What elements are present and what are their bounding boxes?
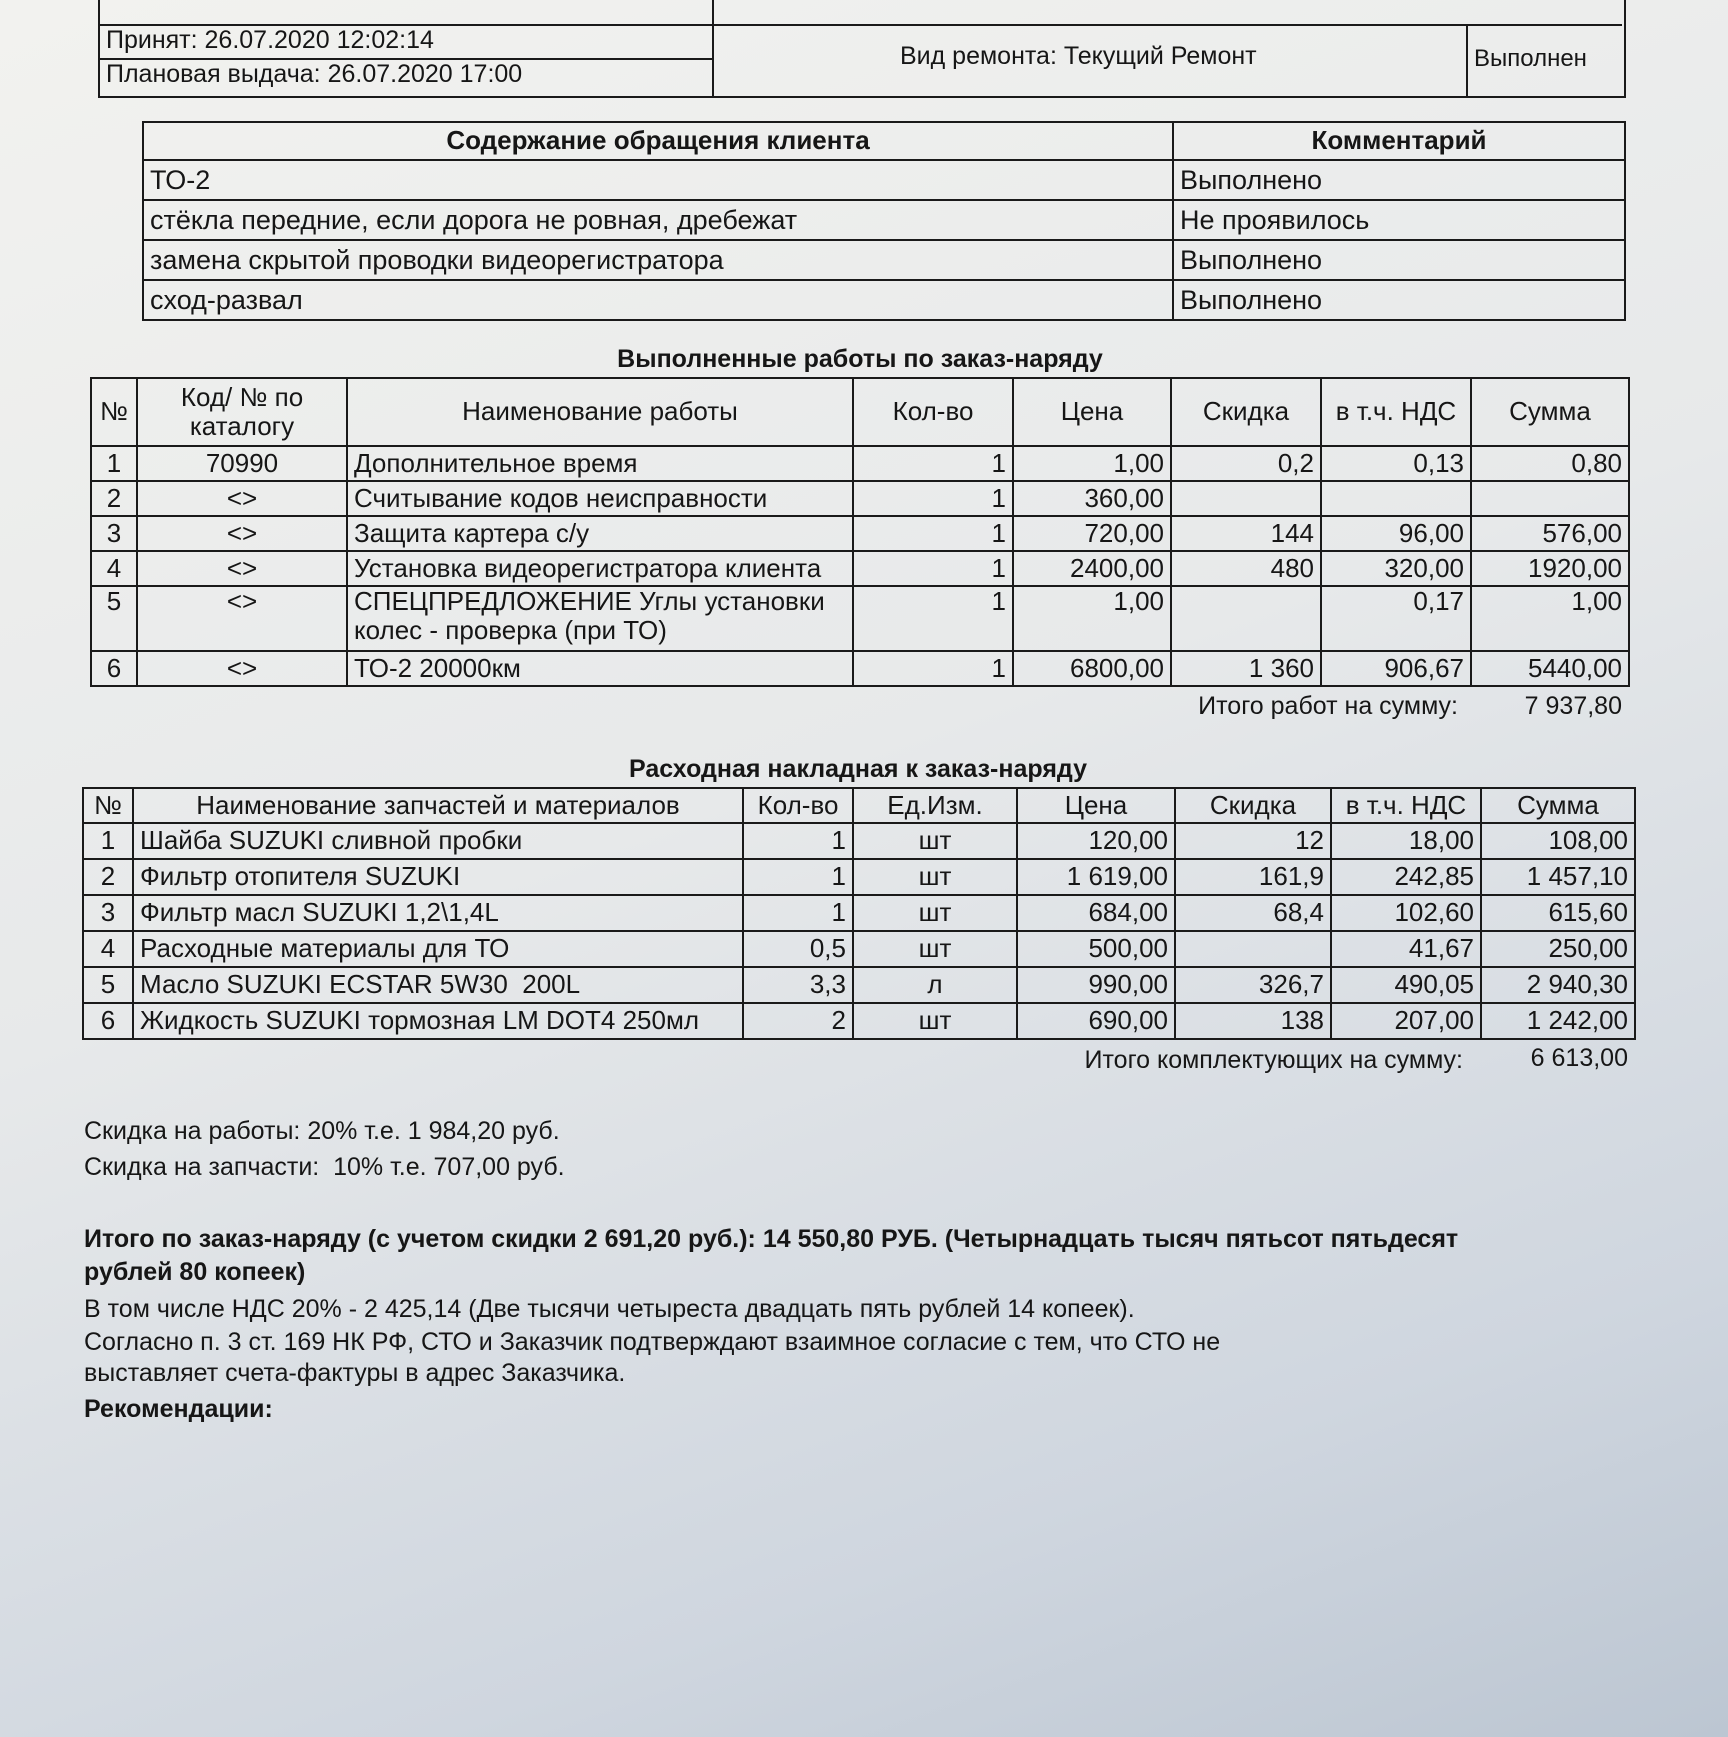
works-title: Выполненные работы по заказ-наряду xyxy=(617,345,1103,373)
part-unit: шт xyxy=(853,1003,1017,1039)
part-qty: 1 xyxy=(743,895,853,931)
part-discount: 161,9 xyxy=(1175,859,1331,895)
part-price: 690,00 xyxy=(1017,1003,1175,1039)
table-row xyxy=(91,446,1629,481)
table-row xyxy=(91,551,1629,586)
part-unit: шт xyxy=(853,895,1017,931)
part-sum: 250,00 xyxy=(1481,931,1635,967)
work-discount: 144 xyxy=(1171,516,1321,551)
part-qty: 1 xyxy=(743,823,853,859)
part-discount: 138 xyxy=(1175,1003,1331,1039)
header-left-column xyxy=(100,0,714,96)
col-header-price: Цена xyxy=(1017,788,1175,823)
col-header-content: Содержание обращения клиента xyxy=(143,122,1173,160)
part-sum: 2 940,30 xyxy=(1481,967,1635,1003)
work-code: <> xyxy=(137,586,347,651)
col-header-vat: в т.ч. НДС xyxy=(1321,378,1471,446)
part-price: 990,00 xyxy=(1017,967,1175,1003)
part-name: Жидкость SUZUKI тормозная LM DOT4 250мл xyxy=(133,1003,743,1039)
work-code: <> xyxy=(137,651,347,686)
work-vat xyxy=(1321,481,1471,516)
table-row xyxy=(83,895,1635,931)
part-name: Фильтр отопителя SUZUKI xyxy=(133,859,743,895)
work-discount: 0,2 xyxy=(1171,446,1321,481)
request-content: замена скрытой проводки видеорегистратора xyxy=(143,240,1173,280)
part-no: 1 xyxy=(83,823,133,859)
status-badge: Выполнен xyxy=(1474,45,1587,72)
part-vat: 41,67 xyxy=(1331,931,1481,967)
part-price: 120,00 xyxy=(1017,823,1175,859)
table-row xyxy=(143,280,1625,320)
part-no: 5 xyxy=(83,967,133,1003)
table-row xyxy=(91,586,1629,651)
work-sum: 0,80 xyxy=(1471,446,1629,481)
work-code: <> xyxy=(137,481,347,516)
header-box xyxy=(98,0,1626,98)
col-header-qty: Кол-во xyxy=(743,788,853,823)
col-header-sum: Сумма xyxy=(1471,378,1629,446)
part-qty: 2 xyxy=(743,1003,853,1039)
part-price: 684,00 xyxy=(1017,895,1175,931)
col-header-vat: в т.ч. НДС xyxy=(1331,788,1481,823)
work-qty: 1 xyxy=(853,651,1013,686)
col-header-comment: Комментарий xyxy=(1173,122,1625,160)
part-unit: л xyxy=(853,967,1017,1003)
col-header-code: Код/ № по каталогу xyxy=(137,378,347,446)
recommendations-heading: Рекомендации: xyxy=(84,1395,273,1423)
table-row xyxy=(143,160,1625,200)
part-price: 500,00 xyxy=(1017,931,1175,967)
col-header-price: Цена xyxy=(1013,378,1171,446)
part-unit: шт xyxy=(853,859,1017,895)
work-sum: 576,00 xyxy=(1471,516,1629,551)
table-row xyxy=(91,651,1629,686)
part-vat: 207,00 xyxy=(1331,1003,1481,1039)
work-no: 3 xyxy=(91,516,137,551)
work-discount xyxy=(1171,586,1321,651)
part-discount: 326,7 xyxy=(1175,967,1331,1003)
part-sum: 108,00 xyxy=(1481,823,1635,859)
work-qty: 1 xyxy=(853,586,1013,651)
accepted-date: Принят: 26.07.2020 12:02:14 xyxy=(106,26,434,54)
table-row xyxy=(83,859,1635,895)
agreement-line: выставляет счета-фактуры в адрес Заказчика. xyxy=(84,1359,626,1387)
request-comment: Выполнено xyxy=(1173,240,1625,280)
work-code: <> xyxy=(137,551,347,586)
part-name: Масло SUZUKI ECSTAR 5W30 200L xyxy=(133,967,743,1003)
status-cell xyxy=(1466,24,1624,96)
request-comment: Не проявилось xyxy=(1173,200,1625,240)
part-vat: 242,85 xyxy=(1331,859,1481,895)
part-name: Шайба SUZUKI сливной пробки xyxy=(133,823,743,859)
work-vat: 320,00 xyxy=(1321,551,1471,586)
part-discount: 12 xyxy=(1175,823,1331,859)
work-no: 4 xyxy=(91,551,137,586)
work-qty: 1 xyxy=(853,446,1013,481)
works-total-label: Итого работ на сумму: xyxy=(1198,692,1458,720)
work-vat: 0,17 xyxy=(1321,586,1471,651)
parts-title: Расходная накладная к заказ-наряду xyxy=(628,755,1087,783)
request-content: сход-развал xyxy=(143,280,1173,320)
part-qty: 3,3 xyxy=(743,967,853,1003)
work-name: Дополнительное время xyxy=(347,446,853,481)
col-header-qty: Кол-во xyxy=(853,378,1013,446)
work-code: <> xyxy=(137,516,347,551)
table-row xyxy=(143,240,1625,280)
work-qty: 1 xyxy=(853,516,1013,551)
part-sum: 615,60 xyxy=(1481,895,1635,931)
discount-parts-line: Скидка на запчасти: 10% т.е. 707,00 руб. xyxy=(84,1153,565,1181)
work-vat: 0,13 xyxy=(1321,446,1471,481)
part-discount: 68,4 xyxy=(1175,895,1331,931)
col-header-discount: Скидка xyxy=(1175,788,1331,823)
work-sum: 5440,00 xyxy=(1471,651,1629,686)
part-name: Фильтр масл SUZUKI 1,2\1,4L xyxy=(133,895,743,931)
planned-date: Плановая выдача: 26.07.2020 17:00 xyxy=(106,60,523,88)
col-header-name: Наименование запчастей и материалов xyxy=(133,788,743,823)
work-code: 70990 xyxy=(137,446,347,481)
col-header-unit: Ед.Изм. xyxy=(853,788,1017,823)
order-total-line: рублей 80 копеек) xyxy=(84,1258,306,1286)
work-price: 360,00 xyxy=(1013,481,1171,516)
works-table xyxy=(90,377,1630,687)
work-name: ТО-2 20000км xyxy=(347,651,853,686)
part-sum: 1 242,00 xyxy=(1481,1003,1635,1039)
part-qty: 0,5 xyxy=(743,931,853,967)
table-row xyxy=(83,1003,1635,1039)
parts-table xyxy=(82,787,1636,1040)
work-price: 1,00 xyxy=(1013,446,1171,481)
table-row xyxy=(83,967,1635,1003)
table-row xyxy=(83,823,1635,859)
table-row xyxy=(91,516,1629,551)
work-no: 1 xyxy=(91,446,137,481)
work-qty: 1 xyxy=(853,481,1013,516)
part-vat: 490,05 xyxy=(1331,967,1481,1003)
works-total-value: 7 937,80 xyxy=(1524,692,1622,720)
work-no: 2 xyxy=(91,481,137,516)
col-header-no: № xyxy=(83,788,133,823)
part-price: 1 619,00 xyxy=(1017,859,1175,895)
part-no: 4 xyxy=(83,931,133,967)
part-sum: 1 457,10 xyxy=(1481,859,1635,895)
work-sum: 1920,00 xyxy=(1471,551,1629,586)
part-name: Расходные материалы для ТО xyxy=(133,931,743,967)
part-unit: шт xyxy=(853,823,1017,859)
part-no: 2 xyxy=(83,859,133,895)
work-name: Защита картера с/у xyxy=(347,516,853,551)
col-header-name: Наименование работы xyxy=(347,378,853,446)
work-discount: 480 xyxy=(1171,551,1321,586)
part-vat: 102,60 xyxy=(1331,895,1481,931)
part-unit: шт xyxy=(853,931,1017,967)
col-header-sum: Сумма xyxy=(1481,788,1635,823)
request-content: стёкла передние, если дорога не ровная, дребежат xyxy=(143,200,1173,240)
work-qty: 1 xyxy=(853,551,1013,586)
work-sum xyxy=(1471,481,1629,516)
part-discount xyxy=(1175,931,1331,967)
request-comment: Выполнено xyxy=(1173,280,1625,320)
part-no: 3 xyxy=(83,895,133,931)
part-no: 6 xyxy=(83,1003,133,1039)
work-price: 1,00 xyxy=(1013,586,1171,651)
table-row xyxy=(91,481,1629,516)
order-total-line: Итого по заказ-наряду (с учетом скидки 2 691,20 руб.): 14 550,80 РУБ. (Четырнадцать тысяч пятьсот пятьдесят xyxy=(84,1225,1459,1253)
work-price: 2400,00 xyxy=(1013,551,1171,586)
parts-total-value: 6 613,00 xyxy=(1530,1044,1628,1072)
work-price: 720,00 xyxy=(1013,516,1171,551)
agreement-line: Согласно п. 3 ст. 169 НК РФ, СТО и Заказчик подтверждают взаимное согласие с тем, что СТО не xyxy=(84,1328,1221,1356)
work-name: Считывание кодов неисправности xyxy=(347,481,853,516)
request-comment: Выполнено xyxy=(1173,160,1625,200)
part-qty: 1 xyxy=(743,859,853,895)
client-requests-table xyxy=(142,121,1626,321)
work-name: Установка видеорегистратора клиента xyxy=(347,551,853,586)
work-no: 5 xyxy=(91,586,137,651)
part-vat: 18,00 xyxy=(1331,823,1481,859)
work-discount: 1 360 xyxy=(1171,651,1321,686)
table-row xyxy=(143,200,1625,240)
work-vat: 906,67 xyxy=(1321,651,1471,686)
table-row xyxy=(83,931,1635,967)
work-no: 6 xyxy=(91,651,137,686)
col-header-discount: Скидка xyxy=(1171,378,1321,446)
repair-type: Вид ремонта: Текущий Ремонт xyxy=(900,42,1257,70)
request-content: ТО-2 xyxy=(143,160,1173,200)
work-price: 6800,00 xyxy=(1013,651,1171,686)
col-header-no: № xyxy=(91,378,137,446)
parts-total-label: Итого комплектующих на сумму: xyxy=(1084,1046,1463,1074)
work-name: СПЕЦПРЕДЛОЖЕНИЕ Углы установки колес - проверка (при ТО) xyxy=(347,586,853,651)
discount-work-line: Скидка на работы: 20% т.е. 1 984,20 руб. xyxy=(84,1117,560,1145)
work-sum: 1,00 xyxy=(1471,586,1629,651)
vat-line: В том числе НДС 20% - 2 425,14 (Две тысячи четыреста двадцать пять рублей 14 копеек). xyxy=(84,1295,1135,1323)
work-vat: 96,00 xyxy=(1321,516,1471,551)
work-discount xyxy=(1171,481,1321,516)
